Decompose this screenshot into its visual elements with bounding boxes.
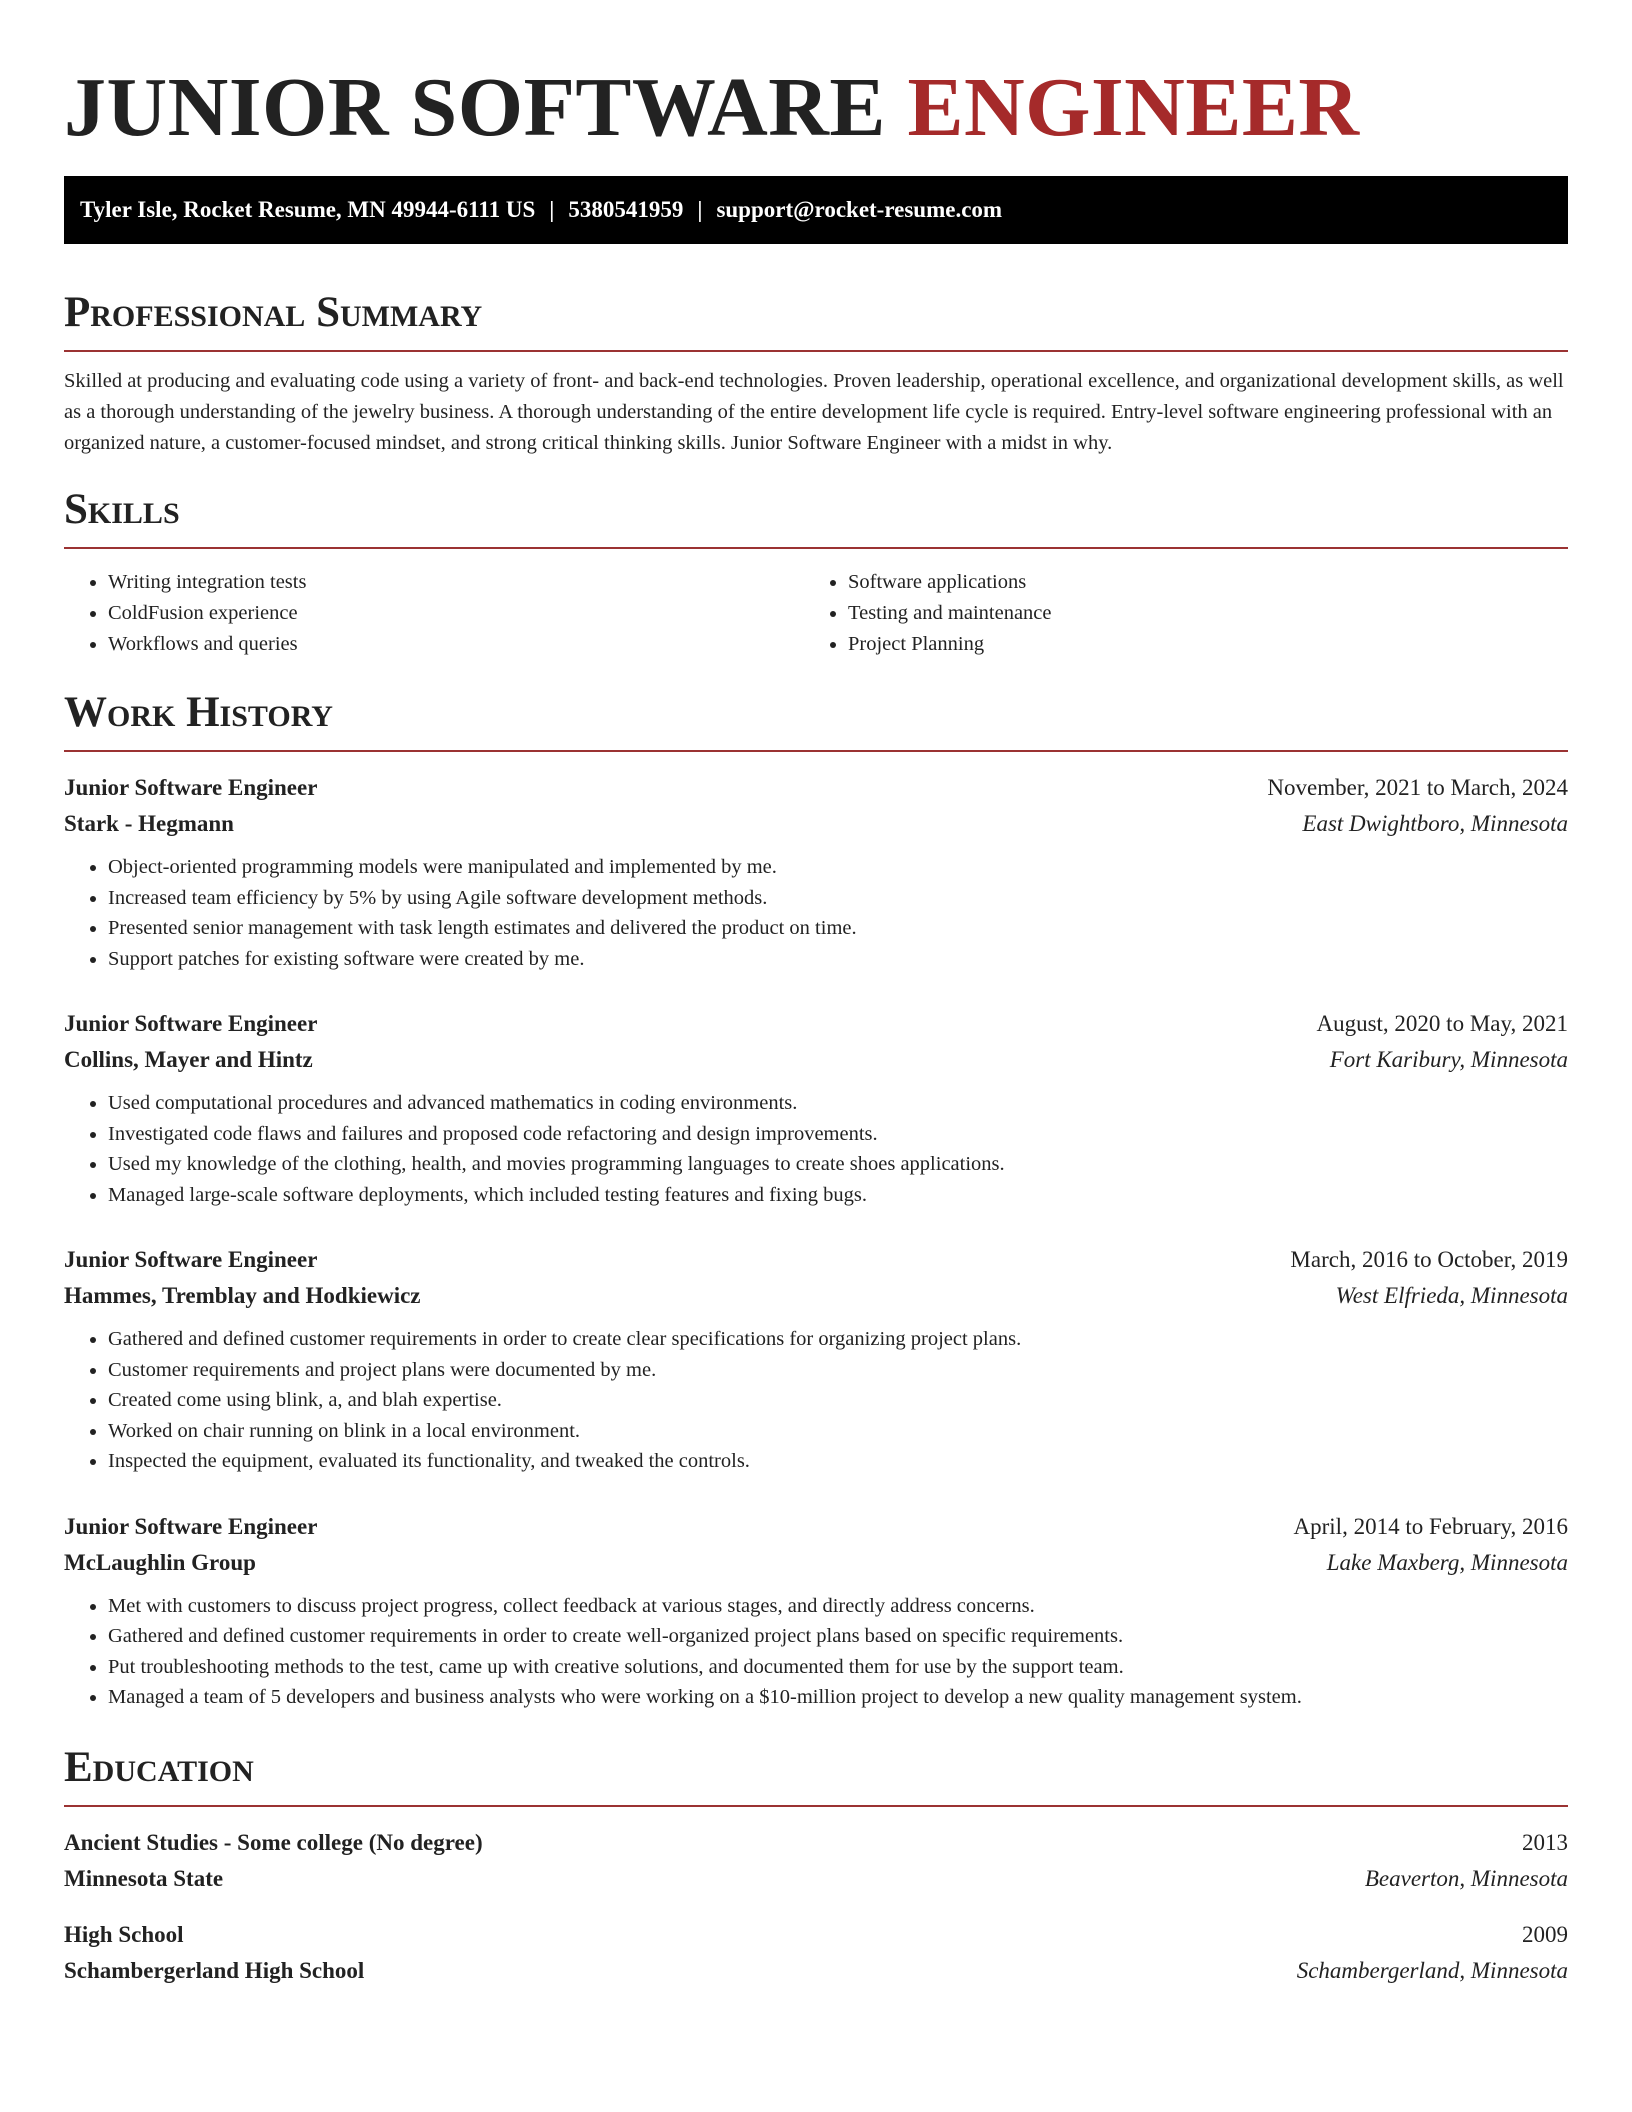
section-heading-skills: Skills — [64, 483, 1568, 549]
skill-item: • Workflows and queries — [108, 629, 804, 660]
section-heading-work: Work History — [64, 686, 1568, 752]
resume-page — [64, 0, 1568, 1989]
job-bullet: • Created come using blink, a, and blah expertise. — [108, 1385, 1568, 1416]
job-bullet: • Object-oriented programming models were manipulated and implemented by me. — [108, 852, 1568, 883]
skills-columns — [64, 567, 1568, 660]
job-bullet: • Used my knowledge of the clothing, health, and movies programming languages to create shoes applications. — [108, 1149, 1568, 1180]
education-entry — [64, 1917, 1568, 1989]
job-bullets — [64, 1324, 1568, 1477]
job-bullet: • Presented senior management with task length estimates and delivered the product on time. — [108, 913, 1568, 944]
job-title: Junior Software Engineer — [64, 775, 318, 800]
education-section — [64, 1741, 1568, 1989]
job-bullet: • Customer requirements and project plans were documented by me. — [108, 1355, 1568, 1386]
section-heading-summary: Professional Summary — [64, 286, 1568, 352]
education-entry — [64, 1825, 1568, 1897]
job-bullet: • Inspected the equipment, evaluated its functionality, and tweaked the controls. — [108, 1446, 1568, 1477]
skill-item: • Project Planning — [848, 629, 1544, 660]
job-title: Junior Software Engineer — [64, 1247, 318, 1272]
job-title: Junior Software Engineer — [64, 1513, 318, 1539]
contact-separator: | — [549, 197, 555, 222]
job-entry — [64, 770, 1568, 974]
contact-email: support@rocket-resume.com — [716, 197, 1003, 222]
education-degree-row — [64, 1917, 1568, 1953]
job-bullet: • Put troubleshooting methods to the test, came up with creative solutions, and documented them for use by the support team. — [108, 1652, 1568, 1683]
education-location: Beaverton, Minnesota — [1364, 1865, 1568, 1891]
education-school: Minnesota State — [64, 1865, 224, 1891]
contact-separator: | — [697, 197, 703, 222]
job-bullet: • Worked on chair running on blink in a local environment. — [108, 1416, 1568, 1447]
education-degree: Ancient Studies - Some college (No degree) — [64, 1829, 483, 1855]
skill-item: • Software applications — [848, 567, 1544, 598]
contact-address: Tyler Isle, Rocket Resume, MN 49944-6111 US — [80, 197, 536, 222]
job-bullets — [64, 1088, 1568, 1210]
education-school-row — [64, 1953, 1568, 1989]
job-bullet: • Managed large-scale software deployments, which included testing features and fixing bugs. — [108, 1180, 1568, 1211]
job-bullet: • Managed a team of 5 developers and business analysts who were working on a $10-million project to develop a new quality management system. — [108, 1682, 1568, 1713]
job-bullet: • Gathered and defined customer requirements in order to create well-organized project plans based on specific requirements. — [108, 1621, 1568, 1652]
work-history-section — [64, 686, 1568, 1713]
job-title: Junior Software Engineer — [64, 1011, 318, 1036]
skills-list-left — [64, 567, 804, 660]
skill-item: • ColdFusion experience — [108, 598, 804, 629]
contact-phone: 5380541959 — [568, 197, 684, 222]
job-title-row — [64, 1509, 1568, 1545]
job-bullet: • Increased team efficiency by 5% by using Agile software development methods. — [108, 883, 1568, 914]
job-bullets — [64, 1591, 1568, 1713]
education-year: 2013 — [1522, 1829, 1568, 1855]
skills-list-right — [804, 567, 1544, 660]
title-main: JUNIOR SOFTWARE — [64, 61, 908, 154]
job-dates: April, 2014 to February, 2016 — [1293, 1513, 1568, 1539]
job-bullet: • Support patches for existing software were created by me. — [108, 944, 1568, 975]
job-company: Hammes, Tremblay and Hodkiewicz — [64, 1283, 421, 1308]
job-company: Collins, Mayer and Hintz — [64, 1047, 313, 1072]
job-bullet: • Investigated code flaws and failures and proposed code refactoring and design improvements. — [108, 1119, 1568, 1150]
job-company-row — [64, 1278, 1568, 1314]
job-bullet: • Used computational procedures and advanced mathematics in coding environments. — [108, 1088, 1568, 1119]
summary-text: Skilled at producing and evaluating code using a variety of front- and back-end technologies. Proven leadership, operational excellence, and organizational development skills, as well as a thorough understanding of the jewelry business. A thorough understanding of the entire development life cycle is required. Entry-level software engineering professional with an organized nature, a customer-focused mindset, and strong critical thinking skills. Junior Software Engineer with a midst in why. — [64, 370, 1564, 454]
job-bullet: • Gathered and defined customer requirements in order to create clear specifications for organizing project plans. — [108, 1324, 1568, 1355]
job-title-row — [64, 1242, 1568, 1278]
job-company: McLaughlin Group — [64, 1549, 256, 1575]
title-accent: ENGINEER — [907, 61, 1360, 154]
job-company-row — [64, 1545, 1568, 1581]
job-location: East Dwightboro, Minnesota — [1302, 811, 1568, 836]
job-dates: November, 2021 to March, 2024 — [1267, 775, 1568, 800]
job-company-row — [64, 806, 1568, 842]
contact-bar — [64, 176, 1568, 244]
job-entry — [64, 1242, 1568, 1477]
education-year: 2009 — [1522, 1921, 1568, 1947]
job-location: Lake Maxberg, Minnesota — [1326, 1549, 1568, 1575]
skills-section — [64, 483, 1568, 660]
job-title-row — [64, 770, 1568, 806]
job-bullet: • Met with customers to discuss project progress, collect feedback at various stages, and directly address concerns. — [108, 1591, 1568, 1622]
professional-summary-section — [64, 286, 1568, 459]
section-heading-education: Education — [64, 1741, 1568, 1807]
job-dates: March, 2016 to October, 2019 — [1290, 1247, 1568, 1272]
education-location: Schambergerland, Minnesota — [1296, 1957, 1568, 1983]
job-dates: August, 2020 to May, 2021 — [1316, 1011, 1568, 1036]
job-entry — [64, 1006, 1568, 1210]
job-location: West Elfrieda, Minnesota — [1335, 1283, 1568, 1308]
job-bullets — [64, 852, 1568, 974]
job-company: Stark - Hegmann — [64, 811, 234, 836]
resume-title — [64, 56, 1568, 160]
job-company-row — [64, 1042, 1568, 1078]
education-degree-row — [64, 1825, 1568, 1861]
education-school: Schambergerland High School — [64, 1957, 365, 1983]
education-degree: High School — [64, 1921, 184, 1947]
job-entry — [64, 1509, 1568, 1713]
skill-item: • Testing and maintenance — [848, 598, 1544, 629]
skill-item: • Writing integration tests — [108, 567, 804, 598]
job-location: Fort Karibury, Minnesota — [1329, 1047, 1568, 1072]
job-title-row — [64, 1006, 1568, 1042]
education-school-row — [64, 1861, 1568, 1897]
